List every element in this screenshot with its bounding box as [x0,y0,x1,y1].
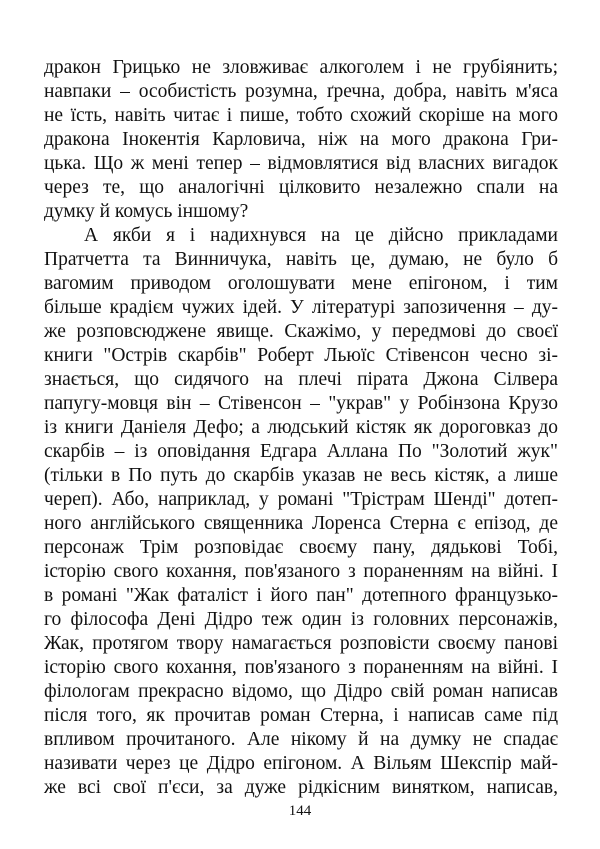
text-line: через те, що аналогічні цілковито незалежно спали на [44,177,558,198]
text-line: вагомим приводом оголошувати мене епігоном, і тим [44,273,558,294]
text-line: історію свого кохання, пов'язаного з пораненням на війні. І [44,657,558,678]
text-line: дракона Інокентія Карловича, ніж на мого дракона Гри- [44,129,558,150]
text-line: (тільки в По путь до скарбів указав не весь кістяк, а лише [44,465,558,486]
text-line: знається, що сидячого на плечі пірата Джона Сілвера [44,369,558,390]
text-line: персонаж Трім розповідає своєму пану, дядькові Тобі, [44,537,558,558]
text-line: не їсть, навіть читає і пише, тобто схожий скоріше на мого [44,105,558,126]
text-line: після того, як прочитав роман Стерна, і написав саме під [44,705,558,726]
text-line: історію свого кохання, пов'язаного з пораненням на війні. І [44,561,558,582]
text-line: навпаки – особистість розумна, ґречна, добра, навіть м'яса [44,81,558,102]
text-line: із книги Даніеля Дефо; а людський кістяк як дороговказ до [44,417,558,438]
text-line: скарбів – із оповідання Едгара Аллана По "Золотий жук" [44,441,558,462]
text-line: дракон Грицько не зловживає алкоголем і не грубіянить; [44,57,558,78]
text-line: череп). Або, наприклад, у романі "Трістрам Шенді" дотеп- [44,489,558,510]
text-line: думку й комусь іншому? [44,201,249,222]
text-line: же всі свої п'єси, за дуже рідкісним винятком, написав, [44,777,558,798]
text-line: в романі "Жак фаталіст і його пан" дотепного французько- [44,585,558,606]
text-line: цька. Що ж мені тепер – відмовлятися від власних вигадок [44,153,558,174]
text-line: папугу-мовця він – Стівенсон – "украв" у Робінзона Крузо [44,393,558,414]
text-line: філологам прекрасно відомо, що Дідро свій роман написав [44,681,558,702]
text-line: го філософа Дені Дідро теж один із головних персонажів, [44,609,558,630]
text-line: називати через це Дідро епігоном. А Вільям Шекспір май- [44,753,558,774]
page-number: 144 [288,803,312,819]
text-line: впливом прочитаного. Але нікому й на думку не спадає [44,729,558,750]
text-line: ного англійського священника Лоренса Стерна є епізод, де [44,513,558,534]
text-line: Жак, протягом твору намагається розповісти своєму панові [44,633,558,654]
text-line: А якби я і надихнувся на це дійсно прикладами [84,225,558,246]
text-line: же розповсюджене явище. Скажімо, у передмові до своєї [44,321,558,342]
text-line: книги "Острів скарбів" Роберт Льюїс Стівенсон чесно зі- [44,345,558,366]
text-line: Пратчетта та Винничука, навіть це, думаю, не було б [44,249,558,270]
page-body [44,56,558,800]
text-line: більше крадієм чужих ідей. У літературі запозичення – ду- [44,297,558,318]
